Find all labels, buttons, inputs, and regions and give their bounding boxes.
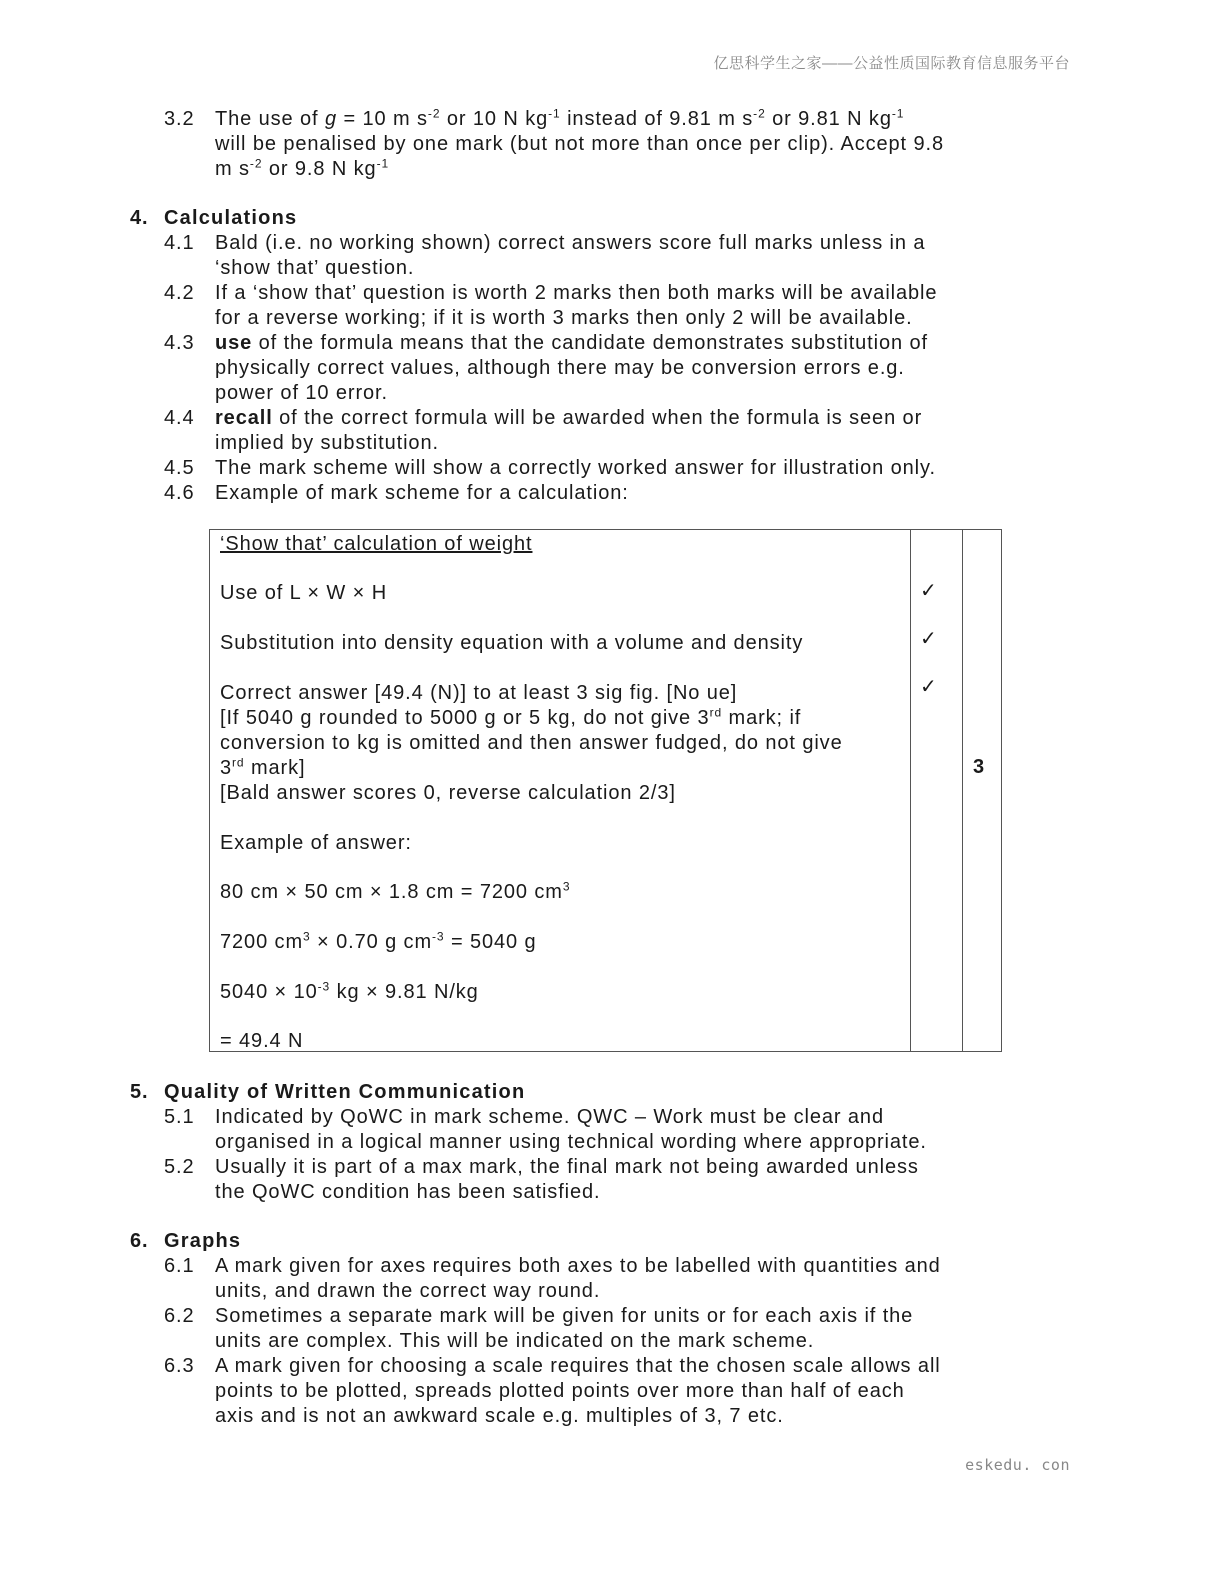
- item-number: 6.3: [164, 1355, 195, 1377]
- item-text: Example of mark scheme for a calculation:: [215, 482, 629, 504]
- table-row: Use of L × W × H: [220, 582, 388, 604]
- table-divider: [910, 530, 911, 1051]
- item-number: 6.2: [164, 1305, 195, 1327]
- section-number: 6.: [130, 1230, 149, 1252]
- item-text: use of the formula means that the candidate demonstrates substitution of: [215, 332, 928, 354]
- table-row: conversion to kg is omitted and then answer fudged, do not give: [220, 732, 843, 754]
- item-text: organised in a logical manner using technical wording where appropriate.: [215, 1131, 927, 1153]
- item-number: 4.2: [164, 282, 195, 304]
- item-text: axis and is not an awkward scale e.g. multiples of 3, 7 etc.: [215, 1405, 784, 1427]
- table-heading: ‘Show that’ calculation of weight: [220, 533, 533, 555]
- section-number: 4.: [130, 207, 149, 229]
- table-row: $5040 \times 10^{-3}$ kg × 9.81 N/kg: [220, 979, 479, 1003]
- table-row: Correct answer [49.4 (N)] to at least 3 sig fig. [No ue]: [220, 682, 738, 704]
- item-text: ‘show that’ question.: [215, 257, 415, 279]
- item-number: 5.1: [164, 1106, 195, 1128]
- total-marks: 3: [973, 756, 986, 778]
- item-text: for a reverse working; if it is worth 3 marks then only 2 will be available.: [215, 307, 913, 329]
- item-number: 4.1: [164, 232, 195, 254]
- item-number: 4.4: [164, 407, 195, 429]
- item-text: The use of g = 10 m $s^{-2}$ or 10 N $kg^{-1}$ instead of 9.81 m $s^{-2}$ or 9.81 N $kg^{-1}$: [215, 106, 905, 130]
- item-text: units are complex. This will be indicated on the mark scheme.: [215, 1330, 815, 1352]
- table-row: 80 cm × 50 cm × 1.8 cm = 7200 $cm^3$: [220, 879, 571, 903]
- table-row: [Bald answer scores 0, reverse calculation 2/3]: [220, 782, 676, 804]
- item-text: m $s^{-2}$ or 9.8 N $kg^{-1}$: [215, 156, 390, 180]
- item-number: 5.2: [164, 1156, 195, 1178]
- item-text: implied by substitution.: [215, 432, 439, 454]
- section-title: Calculations: [164, 207, 298, 229]
- item-text: Bald (i.e. no working shown) correct answers score full marks unless in a: [215, 232, 926, 254]
- item-number: 4.5: [164, 457, 195, 479]
- table-row: [If 5040 g rounded to 5000 g or 5 kg, do not give 3rd mark; if: [220, 705, 802, 729]
- item-text: the QoWC condition has been satisfied.: [215, 1181, 601, 1203]
- item-text: A mark given for axes requires both axes to be labelled with quantities and: [215, 1255, 941, 1277]
- mark-scheme-table: [209, 529, 1002, 1052]
- check-mark-icon: ✓: [920, 580, 938, 602]
- item-number: 3.2: [164, 108, 195, 130]
- table-row: Substitution into density equation with a volume and density: [220, 632, 804, 654]
- item-text: points to be plotted, spreads plotted points over more than half of each: [215, 1380, 905, 1402]
- section-number: 5.: [130, 1081, 149, 1103]
- item-number: 4.3: [164, 332, 195, 354]
- table-row: Example of answer:: [220, 832, 412, 854]
- section-title: Graphs: [164, 1230, 242, 1252]
- item-text: Sometimes a separate mark will be given for units or for each axis if the: [215, 1305, 914, 1327]
- table-row: = 49.4 N: [220, 1030, 304, 1052]
- item-text: If a ‘show that’ question is worth 2 marks then both marks will be available: [215, 282, 938, 304]
- item-number: 6.1: [164, 1255, 195, 1277]
- check-mark-icon: ✓: [920, 676, 938, 698]
- item-text: power of 10 error.: [215, 382, 388, 404]
- check-mark-icon: ✓: [920, 628, 938, 650]
- item-text: physically correct values, although there may be conversion errors e.g.: [215, 357, 905, 379]
- item-text: A mark given for choosing a scale requires that the chosen scale allows all: [215, 1355, 941, 1377]
- item-text: will be penalised by one mark (but not more than once per clip). Accept 9.8: [215, 133, 944, 155]
- table-row: 3rd mark]: [220, 755, 306, 779]
- item-text: units, and drawn the correct way round.: [215, 1280, 601, 1302]
- item-text: Usually it is part of a max mark, the final mark not being awarded unless: [215, 1156, 919, 1178]
- item-text: Indicated by QoWC in mark scheme. QWC – Work must be clear and: [215, 1106, 884, 1128]
- table-divider: [962, 530, 963, 1051]
- section-title: Quality of Written Communication: [164, 1081, 526, 1103]
- footer-watermark: eskedu. con: [965, 1456, 1070, 1474]
- item-text: The mark scheme will show a correctly worked answer for illustration only.: [215, 457, 936, 479]
- item-text: recall of the correct formula will be awarded when the formula is seen or: [215, 407, 923, 429]
- header-watermark: 亿思科学生之家——公益性质国际教育信息服务平台: [713, 55, 1070, 72]
- item-number: 4.6: [164, 482, 195, 504]
- table-row: 7200 $cm^3 \times 0.70$ g $cm^{-3} = 5040$ g: [220, 929, 537, 953]
